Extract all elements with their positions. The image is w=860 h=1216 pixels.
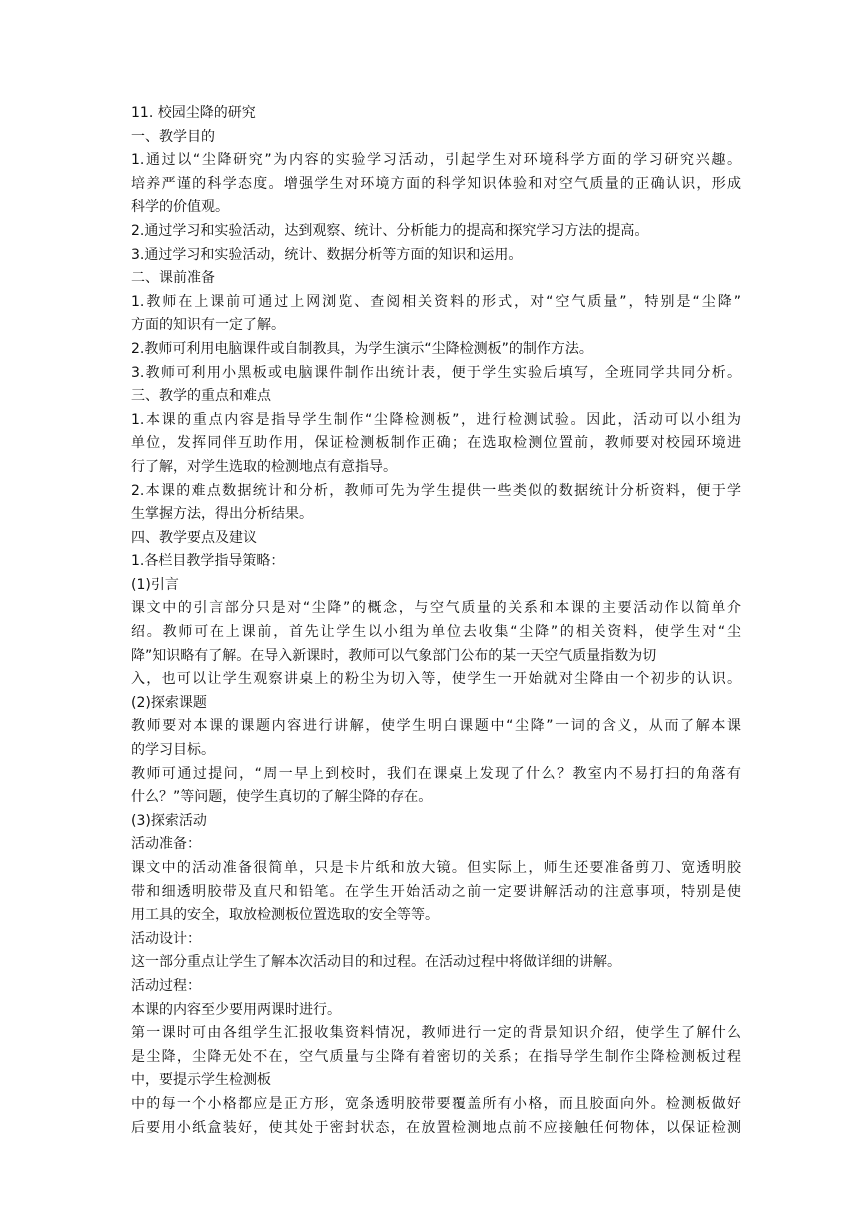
text-line: 降”知识略有了解。在导入新课时，教师可以气象部门公布的某一天空气质量指数为切	[131, 647, 657, 664]
text-line: 教师可通过提问，“周一早上到校时，我们在课桌上发现了什么？教室内不易打扫的角落有	[131, 765, 741, 782]
text-line: 中的每一个小格都应是正方形，宽条透明胶带要覆盖所有小格，而且胶面向外。检测板做好	[131, 1095, 741, 1112]
text-line: (2)探索课题	[131, 694, 207, 711]
text-line: 科学的价值观。	[131, 199, 229, 216]
text-line: 培养严谨的科学态度。增强学生对环境方面的科学知识体验和对空气质量的正确认识，形成	[131, 175, 741, 192]
text-line: 四、教学要点及建议	[131, 529, 257, 546]
text-line: 教师要对本课的课题内容进行讲解，使学生明白课题中“尘降”一词的含义，从而了解本课	[131, 718, 741, 735]
text-line: 绍。教师可在上课前，首先让学生以小组为单位去收集“尘降”的相关资料，使学生对“尘	[131, 624, 741, 641]
text-line: 什么？”等问题，使学生真切的了解尘降的存在。	[131, 789, 433, 806]
text-line: 1.各栏目教学指导策略：	[131, 553, 285, 570]
text-line: 2.本课的难点数据统计和分析，教师可先为学生提供一些类似的数据统计分析资料，便于学	[131, 482, 741, 499]
text-line: 11. 校园尘降的研究	[131, 105, 256, 121]
text-line: 中，要提示学生检测板	[131, 1072, 271, 1089]
text-line: 活动设计：	[131, 930, 201, 947]
text-line: 本课的内容至少要用两课时进行。	[131, 1001, 341, 1018]
text-line: 生掌握方法，得出分析结果。	[131, 506, 313, 523]
document-page	[131, 102, 741, 1140]
text-line: 活动准备：	[131, 836, 201, 853]
text-line: 带和细透明胶带及直尺和铅笔。在学生开始活动之前一定要讲解活动的注意事项，特别是使	[131, 883, 741, 900]
text-line: 课文中的活动准备很简单，只是卡片纸和放大镜。但实际上，师生还要准备剪刀、宽透明胶	[131, 860, 741, 876]
text-line: 3.教师可利用小黑板或电脑课件制作出统计表，便于学生实验后填写，全班同学共同分析。	[131, 364, 741, 381]
text-line: 2.教师可利用电脑课件或自制教具，为学生演示“尘降检测板”的制作方法。	[131, 340, 593, 357]
text-line: 这一部分重点让学生了解本次活动目的和过程。在活动过程中将做详细的讲解。	[131, 954, 621, 971]
text-line: 一、教学目的	[131, 128, 215, 145]
text-line: 的学习目标。	[131, 742, 215, 759]
text-line: 1.教师在上课前可通过上网浏览、查阅相关资料的形式，对“空气质量”，特别是“尘降”	[131, 293, 741, 310]
text-line: 方面的知识有一定了解。	[131, 317, 285, 334]
text-line: 1.通过以“尘降研究”为内容的实验学习活动，引起学生对环境科学方面的学习研究兴趣。	[131, 152, 741, 169]
text-line: 课文中的引言部分只是对“尘降”的概念，与空气质量的关系和本课的主要活动作以简单介	[131, 600, 741, 617]
text-line: 二、课前准备	[131, 270, 215, 287]
text-line: 单位，发挥同伴互助作用，保证检测板制作正确；在选取检测位置前，教师要对校园环境进	[131, 435, 741, 452]
text-line: 后要用小纸盒装好，使其处于密封状态，在放置检测地点前不应接触任何物体，以保证检测	[131, 1119, 741, 1136]
text-line: 1.本课的重点内容是指导学生制作“尘降检测板”，进行检测试验。因此，活动可以小组为	[131, 411, 741, 428]
text-line: (1)引言	[131, 576, 179, 593]
text-line: 行了解，对学生选取的检测地点有意指导。	[131, 458, 397, 475]
text-line: 3.通过学习和实验活动，统计、数据分析等方面的知识和运用。	[131, 246, 523, 263]
text-line: 是尘降，尘降无处不在，空气质量与尘降有着密切的关系；在指导学生制作尘降检测板过程	[131, 1048, 741, 1065]
text-line: 第一课时可由各组学生汇报收集资料情况，教师进行一定的背景知识介绍，使学生了解什么	[131, 1025, 741, 1042]
text-line: 2.通过学习和实验活动，达到观察、统计、分析能力的提高和探究学习方法的提高。	[131, 222, 649, 239]
text-line: (3)探索活动	[131, 812, 207, 829]
text-line: 入，也可以让学生观察讲桌上的粉尘为切入等，使学生一开始就对尘降由一个初步的认识。	[131, 671, 741, 688]
text-line: 三、教学的重点和难点	[131, 388, 271, 405]
text-line: 活动过程：	[131, 977, 201, 994]
text-line: 用工具的安全，取放检测板位置选取的安全等等。	[131, 907, 439, 924]
